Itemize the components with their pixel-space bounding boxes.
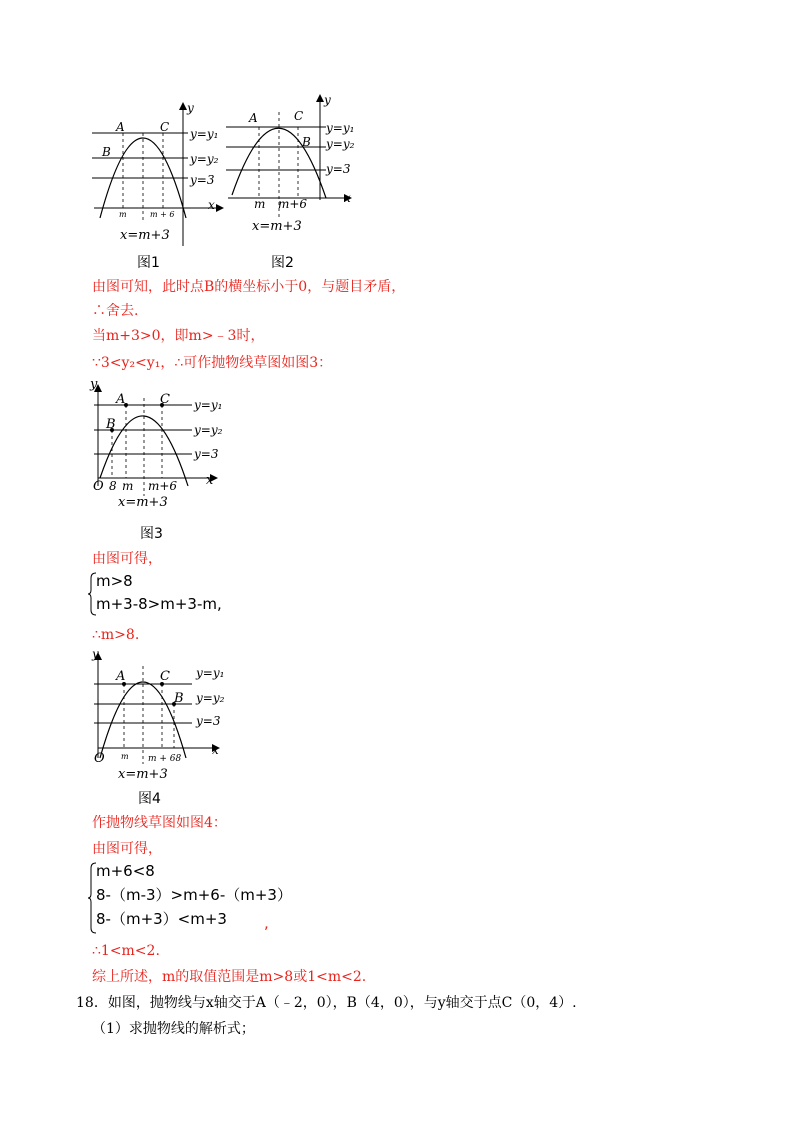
text-line-10: 综上所述，m的取值范围是m>8或1<m<2.: [92, 969, 367, 985]
line-y1-label: y=y₁: [326, 121, 355, 135]
line-y2-label: y=y₂: [194, 423, 223, 437]
figure-1-caption: 图1: [137, 255, 160, 271]
tick-m68-label: m + 68: [148, 754, 182, 764]
line-y2-label: y=y₂: [190, 152, 219, 166]
point-c-label: C: [160, 392, 170, 407]
axis-of-symmetry-label: x=m+3: [120, 228, 170, 243]
text-line-6: ∴m>8.: [92, 627, 140, 643]
x-axis-label: x: [212, 743, 219, 757]
text-line-7: 作抛物线草图如图4：: [92, 815, 227, 831]
system-1-line-b: m+3-8>m+3-m,: [96, 595, 222, 613]
line-y1-label: y=y₁: [194, 398, 223, 412]
x-axis-label: x: [206, 473, 214, 488]
line-y3-label: y=3: [326, 162, 351, 176]
point-c-label: C: [160, 120, 170, 134]
point-a-label: A: [116, 392, 126, 407]
point-a-label: A: [249, 111, 258, 125]
system-2-comma: ,: [264, 914, 269, 932]
tick-m-label: m: [121, 752, 129, 761]
text-line-8: 由图可得，: [92, 841, 162, 857]
text-line-1: 由图可知，此时点B的横坐标小于0，与题目矛盾，: [92, 279, 406, 295]
system-2-line-c: 8-（m+3）<m+3: [96, 910, 227, 928]
line-y1-label: y=y₁: [196, 666, 225, 680]
axis-of-symmetry-label: x=m+3: [118, 495, 168, 510]
point-b-label: B: [106, 417, 116, 432]
figure-2-caption: 图2: [271, 255, 294, 271]
point-a-label: A: [116, 669, 126, 684]
figure-3: [88, 378, 238, 528]
y-axis-label: y: [92, 647, 99, 661]
tick-8-label: 8: [109, 479, 117, 493]
line-y1-label: y=y₁: [190, 127, 219, 141]
y-axis-label: y: [90, 378, 98, 392]
text-line-2: ∴舍去.: [92, 303, 139, 319]
point-a-label: A: [116, 120, 125, 134]
line-y2-label: y=y₂: [326, 137, 355, 151]
figure-4-caption: 图4: [138, 791, 161, 807]
question-18-part-1: （1）求抛物线的解析式；: [92, 1021, 255, 1037]
system-2-line-b: 8-（m-3）>m+6-（m+3）: [96, 886, 292, 904]
tick-m6-label: m+6: [278, 197, 308, 211]
figure-4: [88, 646, 238, 786]
x-axis-label: x: [208, 198, 215, 212]
figure-1: [88, 98, 228, 248]
point-b-label: B: [302, 135, 311, 149]
text-line-9: ∴1<m<2.: [92, 943, 160, 959]
line-y3-label: y=3: [194, 447, 219, 461]
point-c-label: C: [160, 669, 170, 684]
text-line-5: 由图可得，: [92, 551, 162, 567]
line-y3-label: y=3: [190, 173, 215, 187]
point-c-label: C: [294, 109, 304, 123]
point-b-label: B: [102, 145, 111, 159]
system-2-line-a: m+6<8: [96, 862, 155, 880]
y-axis-label: y: [187, 101, 194, 115]
tick-m-label: m: [122, 479, 134, 493]
line-y3-label: y=3: [196, 714, 221, 728]
line-y2-label: y=y₂: [196, 691, 225, 705]
tick-m6-label: m + 6: [150, 210, 175, 219]
axis-of-symmetry-label: x=m+3: [118, 767, 168, 782]
axis-of-symmetry-label: x=m+3: [252, 219, 302, 234]
origin-label: O: [94, 751, 105, 766]
question-18: 18．如图，抛物线与x轴交于A（﹣2，0），B（4，0），与y轴交于点C（0，4）.: [76, 995, 577, 1011]
tick-m-label: m: [119, 210, 127, 219]
system-1-line-a: m>8: [96, 572, 133, 590]
tick-m6-label: m+6: [148, 479, 178, 493]
text-line-4: ∵3<y₂<y₁，∴可作抛物线草图如图3：: [92, 355, 333, 371]
y-axis-label: y: [324, 93, 331, 107]
tick-m-label: m: [254, 197, 266, 211]
point-b-label: B: [174, 691, 184, 706]
figure-2: [222, 90, 362, 240]
text-line-3: 当m+3>0，即m>﹣3时，: [92, 328, 265, 344]
figure-3-caption: 图3: [140, 526, 163, 542]
x-axis-label: x: [344, 191, 351, 205]
origin-label: O: [93, 479, 104, 494]
